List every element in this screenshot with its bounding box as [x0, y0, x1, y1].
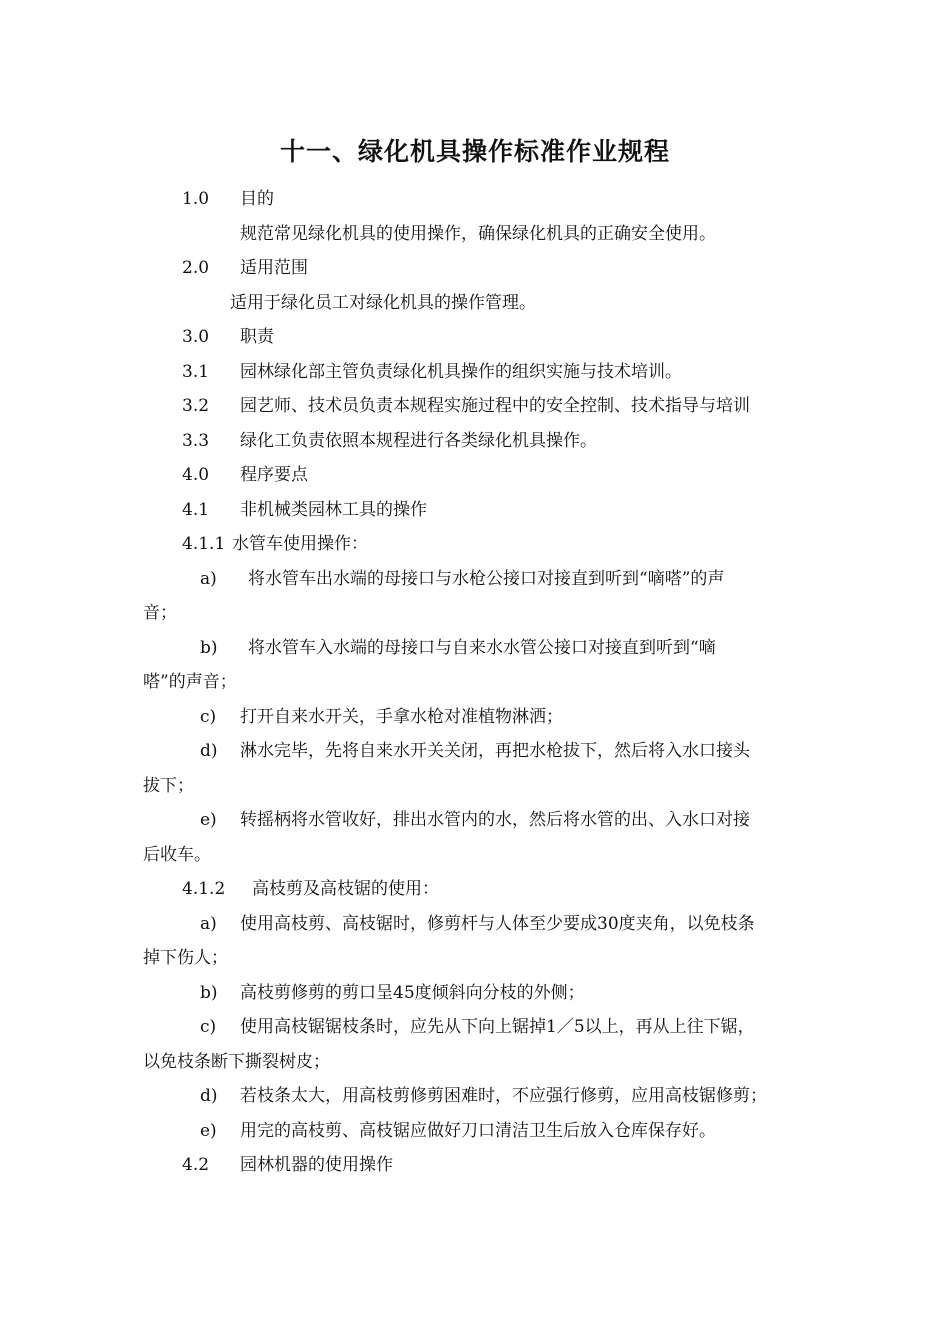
- list-text: 打开自来水开关，手拿水枪对准植物淋洒；: [240, 707, 563, 727]
- section-heading: [182, 326, 274, 348]
- list-marker: e): [200, 1121, 217, 1141]
- section-text: 程序要点: [240, 465, 308, 485]
- page-title: 十一、绿化机具操作标准作业规程: [279, 137, 670, 166]
- list-continuation: 以免枝条断下撕裂树皮；: [143, 1052, 330, 1072]
- list-item: [200, 1120, 716, 1142]
- clause-text: 园艺师、技术员负责本规程实施过程中的安全控制、技术指导与培训: [240, 396, 750, 416]
- list-continuation: 后收车。: [143, 845, 211, 865]
- list-marker: c): [200, 707, 217, 727]
- list-item: [200, 982, 585, 1004]
- clause-text: 园林绿化部主管负责绿化机具操作的组织实施与技术培训。: [240, 362, 682, 382]
- list-continuation: 拔下；: [143, 776, 194, 796]
- list-continuation: 音；: [143, 603, 177, 623]
- list-text: 将水管车入水端的母接口与自来水水管公接口对接直到听到“嘀: [248, 638, 716, 658]
- list-text: 转摇柄将水管收好，排出水管内的水，然后将水管的出、入水口对接: [240, 810, 750, 830]
- clause-number: 4.2: [182, 1155, 210, 1175]
- clause-number: 3.3: [182, 431, 210, 451]
- paragraph: 规范常见绿化机具的使用操作，确保绿化机具的正确安全使用。: [240, 224, 716, 244]
- list-marker: a): [200, 569, 217, 589]
- section-number: 2.0: [182, 258, 210, 278]
- clause: [182, 395, 750, 417]
- list-marker: e): [200, 810, 217, 830]
- section-text: 目的: [240, 189, 274, 209]
- list-item: [200, 809, 750, 831]
- section-heading: [182, 188, 274, 210]
- clause-text: 绿化工负责依照本规程进行各类绿化机具操作。: [240, 431, 597, 451]
- sub-clause: [182, 533, 368, 555]
- clause: [182, 361, 682, 383]
- clause-number: 3.2: [182, 396, 210, 416]
- clause-number: 4.1: [182, 500, 210, 520]
- sub-clause-number: 4.1.2: [182, 879, 226, 899]
- list-marker: b): [200, 638, 218, 658]
- sub-clause-text: 水管车使用操作：: [232, 534, 368, 554]
- list-text: 若枝条太大，用高枝剪修剪困难时，不应强行修剪，应用高枝锯修剪；: [240, 1086, 767, 1106]
- section-number: 1.0: [182, 189, 210, 209]
- section-heading: [182, 257, 308, 279]
- section-number: 4.0: [182, 465, 210, 485]
- list-item: [200, 740, 750, 762]
- clause-text: 园林机器的使用操作: [240, 1155, 393, 1175]
- list-item: [200, 913, 755, 935]
- clause-number: 3.1: [182, 362, 210, 382]
- list-text: 淋水完毕，先将自来水开关关闭，再把水枪拔下，然后将入水口接头: [240, 741, 750, 761]
- section-text: 职责: [240, 327, 274, 347]
- list-item: [200, 706, 563, 728]
- list-marker: d): [200, 741, 218, 761]
- list-text: 使用高枝锯锯枝条时，应先从下向上锯掉1／5以上，再从上往下锯，: [240, 1017, 755, 1037]
- list-item: [200, 1085, 767, 1107]
- clause: [182, 430, 597, 452]
- list-item: [200, 637, 716, 659]
- list-text: 用完的高枝剪、高枝锯应做好刀口清洁卫生后放入仓库保存好。: [240, 1121, 716, 1141]
- section-heading: [182, 464, 308, 486]
- list-text: 高枝剪修剪的剪口呈45度倾斜向分枝的外侧；: [240, 983, 585, 1003]
- sub-clause: [182, 878, 439, 900]
- list-text: 将水管车出水端的母接口与水枪公接口对接直到听到“嘀嗒”的声: [248, 569, 725, 589]
- list-marker: d): [200, 1086, 218, 1106]
- section-text: 适用范围: [240, 258, 308, 278]
- paragraph: 适用于绿化员工对绿化机具的操作管理。: [230, 293, 536, 313]
- clause-text: 非机械类园林工具的操作: [240, 500, 427, 520]
- list-item: [200, 568, 724, 590]
- list-item: [200, 1016, 755, 1038]
- clause: [182, 1154, 393, 1176]
- list-continuation: 嗒”的声音；: [143, 672, 237, 692]
- list-marker: c): [200, 1017, 217, 1037]
- section-number: 3.0: [182, 327, 210, 347]
- sub-clause-text: 高枝剪及高枝锯的使用：: [252, 879, 439, 899]
- clause: [182, 499, 427, 521]
- sub-clause-number: 4.1.1: [182, 534, 226, 554]
- list-marker: b): [200, 983, 218, 1003]
- list-continuation: 掉下伤人；: [143, 948, 228, 968]
- list-marker: a): [200, 914, 217, 934]
- list-text: 使用高枝剪、高枝锯时，修剪杆与人体至少要成30度夹角，以免枝条: [240, 914, 755, 934]
